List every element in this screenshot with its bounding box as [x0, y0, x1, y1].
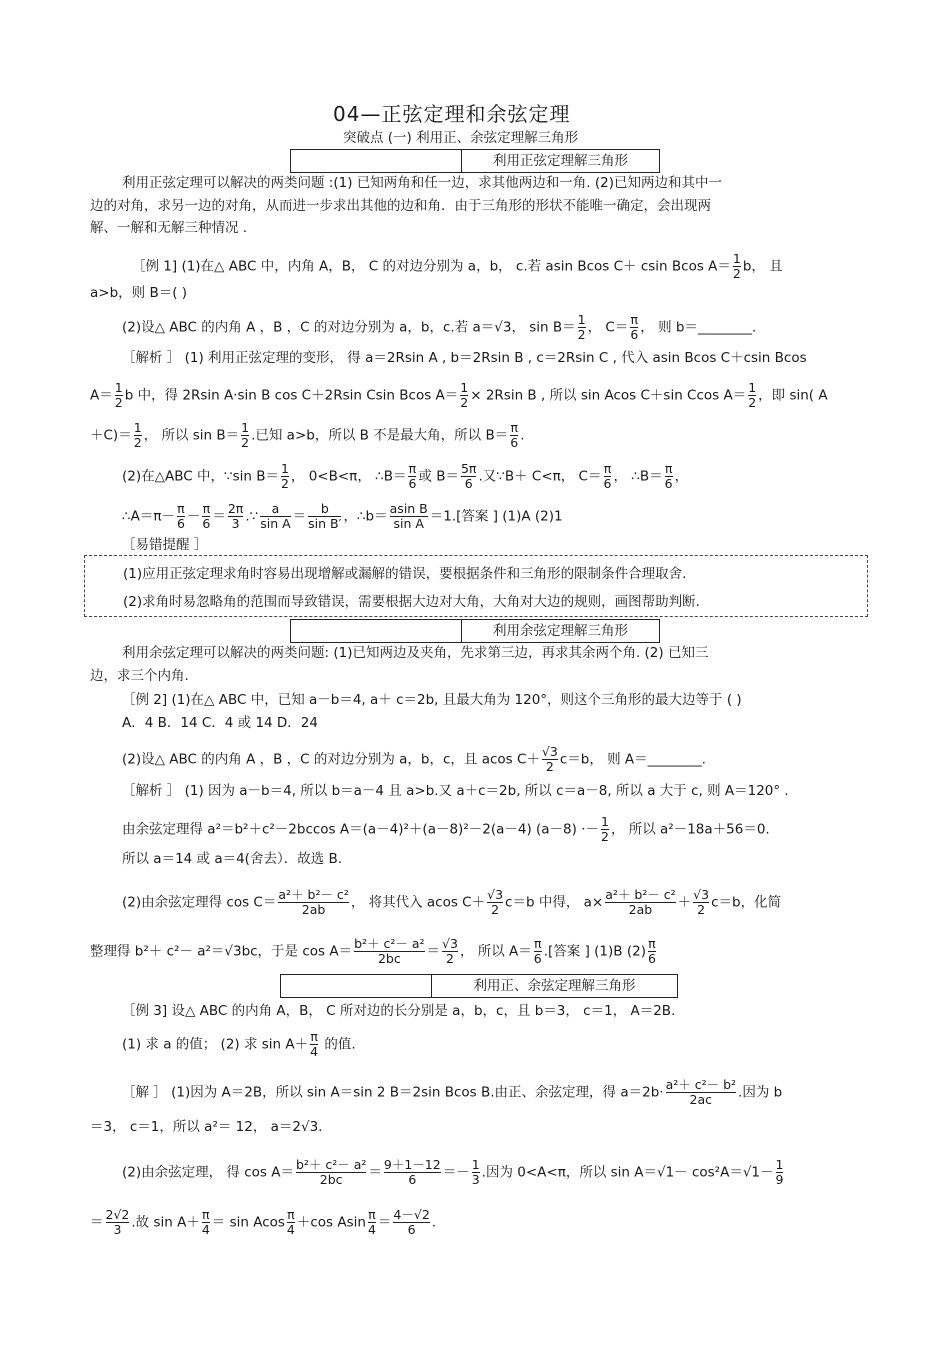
frac: $\frac{\text{b²＋ c²－ a²}}{2bc}$: [295, 1157, 367, 1187]
tip-label: ［易错提醒 ］: [122, 537, 208, 553]
para-sine-2: 边的对角，求另一边的对角，从而进一步求出其他的边和角．由于三角形的形状不能唯一确定，会出现两: [90, 198, 711, 214]
frac: $\frac{1}{2}$: [577, 312, 586, 342]
frac: $\frac{1}{2}$: [114, 380, 123, 410]
frac: $\frac{2√2}{3}$: [105, 1207, 130, 1237]
ex2-line3: (2)设△ ABC 的内角 A ，B ，C 的对边分别为 a，b，c，且 acos C＋ $\frac{√3}{2}$ c＝b， 则 A＝________.: [122, 744, 706, 774]
frac: $\frac{1}{2}$: [600, 814, 609, 844]
box-label: 利用正、余弦定理解三角形: [431, 975, 677, 997]
box-label: 利用余弦定理解三角形: [461, 620, 659, 642]
ex3-sol-1: ［解 ］ (1)因为 A＝2B，所以 sin A＝sin 2 B＝2sin Bcos B.由正、余弦定理，得 a＝2b· $\frac{\text{a²＋ c²－ b²}}{2ac}$ .因为 b: [122, 1077, 783, 1107]
ex2-line1: ［例 2] (1)在△ ABC 中，已知 a－b＝4, a＋ c＝2b, 且最大角为 120°，则这个三角形的最大边等于 ( ): [122, 692, 742, 708]
para-cosine-2: 边，求三个内角.: [90, 668, 189, 684]
frac: $\frac{\text{b²＋ c²－ a²}}{2bc}$: [354, 936, 425, 966]
para-sine-1: 利用正弦定理可以解决的两类问题 :(1) 已知两角和任一边，求其他两边和一角. (2)已知两边和其中一: [122, 175, 722, 191]
frac: $\frac{\pi}{6}$: [664, 461, 673, 491]
ex2-sol-2: 由余弦定理得 a²＝b²＋c²－2bccos A＝(a－4)²＋(a－8)²－2(a－4) (a－8) ·－ $\frac{1}{2}$ ， 所以 a²－18a＋56＝0.: [122, 814, 770, 844]
frac: $\frac{\pi}{6}$: [202, 501, 211, 531]
frac: $\frac{\pi}{4}$: [201, 1207, 210, 1237]
frac: $\frac{1}{9}$: [775, 1157, 784, 1187]
frac: $\frac{\pi}{6}$: [408, 461, 417, 491]
frac: $\frac{9+1-12}{6}$: [383, 1157, 441, 1187]
section-subtitle: 突破点 (一) 利用正、余弦定理解三角形: [343, 130, 579, 146]
ex1-sol-1: ［解析 ］ (1) 利用正弦定理的变形， 得 a＝2Rsin A , b＝2Rsin B , c＝2Rsin C , 代入 asin Bcos C＋csin Bcos: [122, 350, 807, 366]
frac: $\frac{a}{\text{sin A}}$: [260, 501, 291, 531]
frac: $\frac{\pi}{6}$: [603, 461, 612, 491]
para-sine-3: 解、一解和无解三种情况 .: [90, 220, 248, 236]
frac: $\frac{\text{a²＋ b²－ c²}}{2ab}$: [605, 887, 676, 917]
ex1-line2: a>b，则 B＝( ): [90, 285, 188, 301]
ex2-sol-4: (2)由余弦定理得 cos C＝ $\frac{\text{a²＋ b²－ c²}}{2ab}$ ， 将其代入 acos C＋ $\frac{√3}{2}$ c＝b 中得， a× $\frac{\text{a²＋ b²－ c²}}{2ab}$ ＋ $\frac{√3}{2}$ c＝b，化简: [122, 887, 782, 917]
ex3-line2: (1) 求 a 的值； (2) 求 sin A＋ $\frac{\pi}{4}$ 的值.: [122, 1029, 356, 1059]
frac: $\frac{\pi}{4}$: [310, 1029, 319, 1059]
frac: $\frac{1}{3}$: [471, 1157, 480, 1187]
frac: $\frac{1}{2}$: [748, 380, 757, 410]
section-box-cosine: [290, 619, 660, 643]
ex3-sol-2: ＝3， c＝1，所以 a²＝ 12， a＝2√3.: [90, 1119, 323, 1135]
frac: $\frac{√3}{2}$: [693, 887, 710, 917]
ex1-line3: (2)设△ ABC 的内角 A ，B ，C 的对边分别为 a，b，c.若 a＝√3， sin B＝ $\frac{1}{2}$ ， C＝ $\frac{\pi}{6}$ ， 则 b＝________.: [122, 312, 757, 342]
frac: $\frac{b}{\text{sin B′}}$: [308, 501, 342, 531]
frac: $\frac{4-√2}{6}$: [393, 1207, 430, 1237]
ex2-sol-1: ［解析 ］ (1) 因为 a－b＝4, 所以 b＝a－4 且 a>b.又 a＋c＝2b, 所以 c＝a－8, 所以 a 大于 c, 则 A＝120° .: [122, 783, 789, 799]
ex3-sol-3: (2)由余弦定理， 得 cos A＝ $\frac{\text{b²＋ c²－ a²}}{2bc}$ ＝ $\frac{9+1-12}{6}$ ＝－ $\frac{1}{3}$ .因为 0<A<π，所以 sin A＝√1－ cos²A＝√1－ $\frac{1}{9}$: [122, 1157, 784, 1187]
frac: $\frac{1}{2}$: [732, 251, 741, 281]
page-title: 04—正弦定理和余弦定理: [333, 102, 571, 126]
frac: $\frac{\pi}{6}$: [647, 936, 656, 966]
frac: $\frac{1}{2}$: [460, 380, 469, 410]
ex1-sol-5: ∴A＝π－ $\frac{\pi}{6}$ － $\frac{\pi}{6}$ ＝ $\frac{2\pi}{3}$ .∵ $\frac{a}{\text{sin A}}$ ＝ $\frac{b}{\text{sin B′}}$ ，∴b＝ $\frac{\text{asin B}}{\text{sin A}}$ ＝1.[答案 ] (1)A (2)1: [122, 501, 563, 531]
ex1-sol-2: A＝ $\frac{1}{2}$ b 中，得 2Rsin A·sin B cos C＋2Rsin Csin Bcos A＝ $\frac{1}{2}$ × 2Rsin B , 所以 sin Acos C＋sin Ccos A＝ $\frac{1}{2}$ ，即 sin( A: [90, 380, 828, 410]
tip-1: (1)应用正弦定理求角时容易出现增解或漏解的错误，要根据条件和三角形的限制条件合理取舍.: [123, 566, 687, 582]
para-cosine-1: 利用余弦定理可以解决的两类问题: (1)已知两边及夹角，先求第三边，再求其余两个角. (2) 已知三: [122, 645, 709, 661]
ex2-options: A．4 B．14 C．4 或 14 D．24: [122, 715, 318, 731]
tip-2: (2)求角时易忽略角的范围而导致错误，需要根据大边对大角，大角对大边的规则，画图帮助判断.: [123, 594, 700, 610]
section-box-sine: [290, 149, 660, 173]
ex1-line1: ［例 1] (1)在△ ABC 中，内角 A，B， C 的对边分别为 a，b， c.若 asin Bcos C＋ csin Bcos A＝ $\frac{1}{2}$ b， 且: [132, 251, 783, 281]
ex2-sol-3: 所以 a＝14 或 a＝4(舍去）．故选 B.: [122, 851, 343, 867]
box-label: 利用正弦定理解三角形: [461, 150, 659, 172]
frac: $\frac{\pi}{6}$: [176, 501, 185, 531]
frac: $\frac{1}{2}$: [280, 461, 289, 491]
frac: $\frac{\pi}{6}$: [533, 936, 542, 966]
frac: $\frac{2\pi}{3}$: [227, 501, 244, 531]
ex3-line1: ［例 3] 设△ ABC 的内角 A，B， C 所对边的长分别是 a，b，c，且 b＝3， c＝1， A＝2B.: [122, 1003, 676, 1019]
frac: $\frac{\pi}{6}$: [510, 420, 519, 450]
ex1-sol-4: (2)在△ABC 中，∵sin B＝ $\frac{1}{2}$ ， 0<B<π， ∴B＝ $\frac{\pi}{6}$ 或 B＝ $\frac{5\pi}{6}$ .又∵B＋ C<π， C＝ $\frac{\pi}{6}$ ， ∴B＝ $\frac{\pi}{6}$ ，: [122, 461, 689, 491]
frac: $\frac{1}{2}$: [241, 420, 250, 450]
frac: $\frac{\text{asin B}}{\text{sin A}}$: [389, 501, 428, 531]
frac: $\frac{\text{a²＋ b²－ c²}}{2ab}$: [278, 887, 349, 917]
tip-box: [84, 555, 868, 617]
frac: $\frac{√3}{2}$: [442, 936, 458, 966]
section-box-both: [280, 974, 678, 998]
frac: $\frac{\text{a²＋ c²－ b²}}{2ac}$: [665, 1077, 737, 1107]
frac: $\frac{√3}{2}$: [541, 744, 558, 774]
frac: $\frac{\pi}{6}$: [630, 312, 639, 342]
ex2-sol-5: 整理得 b²＋ c²－ a²＝√3bc，于是 cos A＝ $\frac{\text{b²＋ c²－ a²}}{2bc}$ ＝ $\frac{√3}{2}$ ， 所以 A＝ $\frac{\pi}{6}$ .[答案 ] (1)B (2) $\frac{\pi}{6}$: [90, 936, 656, 966]
frac: $\frac{\pi}{4}$: [286, 1207, 295, 1237]
frac: $\frac{5\pi}{6}$: [460, 461, 477, 491]
frac: $\frac{√3}{2}$: [487, 887, 504, 917]
ex1-sol-3: ＋C)＝ $\frac{1}{2}$ ， 所以 sin B＝ $\frac{1}{2}$ .已知 a>b，所以 B 不是最大角，所以 B＝ $\frac{\pi}{6}$ .: [90, 420, 525, 450]
ex3-sol-4: ＝ $\frac{2√2}{3}$ .故 sin A＋ $\frac{\pi}{4}$ ＝ sin Acos $\frac{\pi}{4}$ ＋cos Asin $\frac{\pi}{4}$ ＝ $\frac{4-√2}{6}$ .: [90, 1207, 437, 1237]
frac: $\frac{1}{2}$: [133, 420, 142, 450]
frac: $\frac{\pi}{4}$: [367, 1207, 376, 1237]
